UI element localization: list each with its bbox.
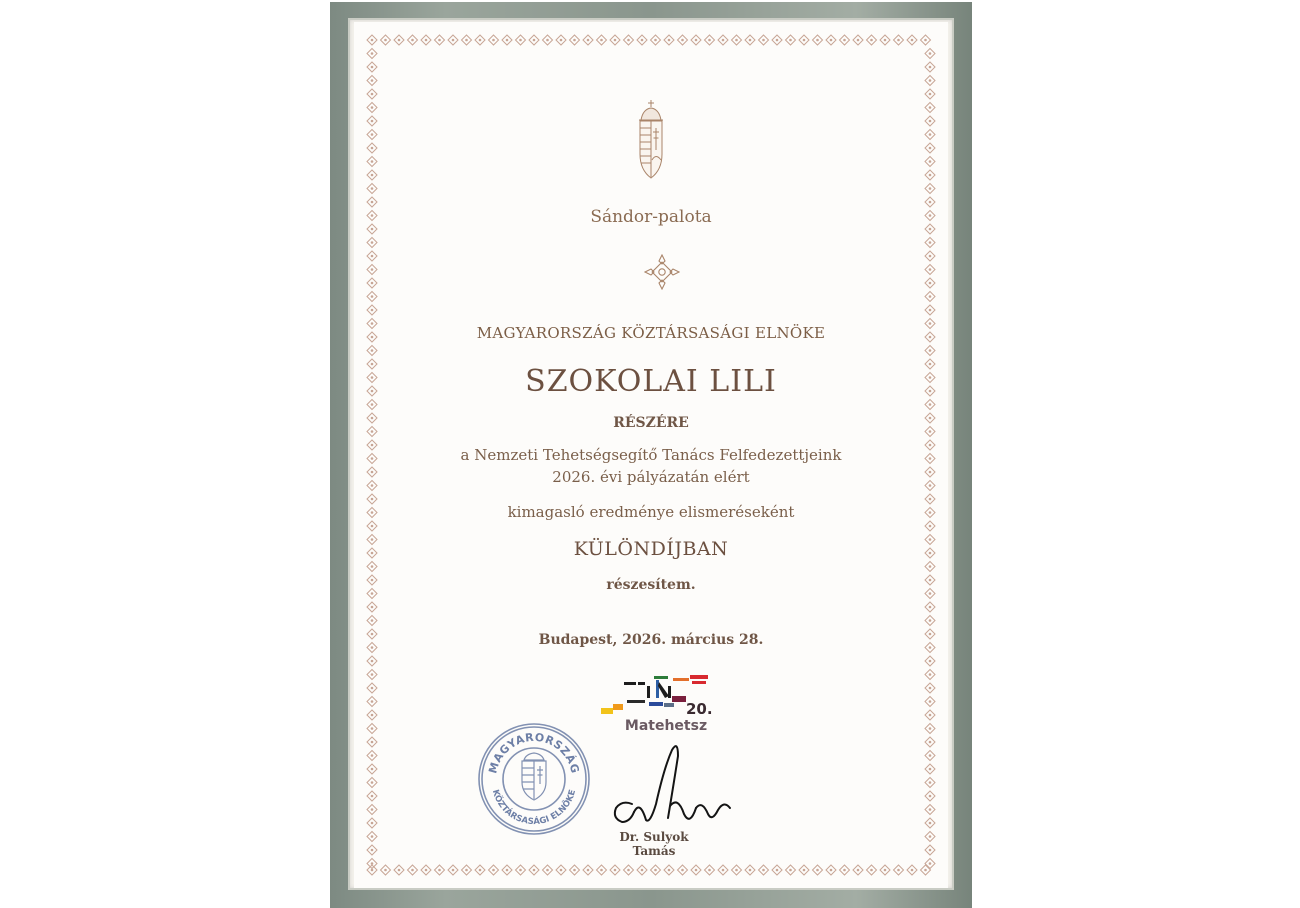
border-motif	[502, 865, 512, 875]
border-motif	[691, 35, 701, 45]
body-line-3: kimagasló eredménye elismeréseként	[507, 503, 795, 521]
border-motif	[867, 35, 877, 45]
border-motif	[925, 89, 935, 99]
border-motif	[894, 865, 904, 875]
border-motif	[925, 238, 935, 248]
border-motif	[367, 805, 377, 815]
border-motif	[925, 724, 935, 734]
border-motif	[925, 845, 935, 855]
border-motif	[925, 521, 935, 531]
border-motif	[367, 143, 377, 153]
picture-frame	[330, 2, 972, 908]
border-motif	[732, 865, 742, 875]
border-motif	[367, 737, 377, 747]
border-motif	[637, 865, 647, 875]
body-line-2: 2026. évi pályázatán elért	[552, 468, 750, 486]
border-motif	[826, 865, 836, 875]
border-motif	[367, 865, 377, 875]
border-motif	[408, 35, 418, 45]
border-motif	[367, 751, 377, 761]
border-motif	[925, 791, 935, 801]
border-motif	[583, 865, 593, 875]
border-motif	[367, 89, 377, 99]
border-motif	[925, 62, 935, 72]
border-motif	[367, 724, 377, 734]
border-motif	[759, 865, 769, 875]
border-motif	[367, 292, 377, 302]
award-title: KÜLÖNDÍJBAN	[573, 538, 729, 560]
border-motif	[367, 238, 377, 248]
border-motif	[367, 521, 377, 531]
border-motif	[925, 737, 935, 747]
matehetsz-logo	[594, 668, 744, 720]
border-motif	[925, 346, 935, 356]
border-motif	[705, 865, 715, 875]
border-motif	[925, 265, 935, 275]
border-motif	[880, 35, 890, 45]
border-motif	[516, 865, 526, 875]
border-motif	[367, 197, 377, 207]
border-motif	[925, 683, 935, 693]
border-motif	[921, 35, 931, 45]
border-motif	[664, 865, 674, 875]
border-motif	[367, 116, 377, 126]
border-motif	[772, 35, 782, 45]
official-stamp	[474, 720, 594, 838]
border-motif	[925, 143, 935, 153]
border-motif	[367, 62, 377, 72]
border-motif	[925, 116, 935, 126]
border-motif	[853, 865, 863, 875]
border-motif	[367, 35, 377, 45]
border-motif	[367, 346, 377, 356]
border-motif	[529, 865, 539, 875]
border-motif	[718, 865, 728, 875]
border-motif	[610, 35, 620, 45]
border-motif	[448, 865, 458, 875]
border-motif	[925, 616, 935, 626]
border-motif	[367, 859, 377, 869]
border-motif	[925, 602, 935, 612]
border-motif	[799, 865, 809, 875]
border-motif	[925, 562, 935, 572]
signer-name: Dr. Sulyok Tamás	[619, 830, 689, 858]
border-motif	[367, 103, 377, 113]
frame-mat	[348, 18, 954, 890]
border-motif	[745, 865, 755, 875]
border-motif	[462, 35, 472, 45]
place-and-date: Budapest, 2026. március 28.	[538, 632, 764, 648]
border-motif	[925, 859, 935, 869]
border-motif	[813, 35, 823, 45]
border-motif	[543, 35, 553, 45]
border-motif	[925, 670, 935, 680]
border-motif	[475, 865, 485, 875]
border-motif	[925, 184, 935, 194]
border-motif	[651, 865, 661, 875]
border-motif	[367, 832, 377, 842]
border-motif	[705, 35, 715, 45]
border-motif	[367, 818, 377, 828]
border-motif	[925, 130, 935, 140]
recipient-name: SZOKOLAI LILI	[525, 364, 777, 399]
border-motif	[894, 35, 904, 45]
logo-label: Matehetsz	[624, 718, 708, 734]
coat-of-arms-icon	[637, 98, 665, 198]
border-motif	[367, 778, 377, 788]
border-motif	[408, 865, 418, 875]
border-motif	[840, 865, 850, 875]
border-motif	[925, 832, 935, 842]
border-motif	[925, 305, 935, 315]
border-motif	[489, 35, 499, 45]
border-motif	[462, 865, 472, 875]
stamp-text-top: MAGYARORSZÁG	[486, 730, 582, 775]
border-motif	[367, 683, 377, 693]
border-motif	[691, 865, 701, 875]
border-motif	[718, 35, 728, 45]
border-motif	[367, 400, 377, 410]
signature	[598, 742, 748, 832]
border-motif	[583, 35, 593, 45]
border-motif	[678, 35, 688, 45]
border-motif	[925, 710, 935, 720]
border-motif	[925, 764, 935, 774]
border-motif	[925, 697, 935, 707]
border-motif	[435, 865, 445, 875]
border-motif	[880, 865, 890, 875]
border-motif	[394, 35, 404, 45]
palace-name: Sándor-palota	[590, 207, 712, 227]
border-motif	[651, 35, 661, 45]
border-motif	[367, 670, 377, 680]
border-motif	[489, 865, 499, 875]
border-motif	[367, 845, 377, 855]
border-motif	[421, 865, 431, 875]
border-motif	[570, 35, 580, 45]
border-motif	[367, 305, 377, 315]
border-motif	[367, 265, 377, 275]
border-motif	[925, 818, 935, 828]
border-motif	[597, 865, 607, 875]
border-motif	[502, 35, 512, 45]
border-motif	[925, 49, 935, 59]
border-motif	[799, 35, 809, 45]
border-motif	[925, 400, 935, 410]
border-motif	[925, 251, 935, 261]
for-label: RÉSZÉRE	[613, 415, 689, 431]
border-motif	[921, 865, 931, 875]
logo-mark-text: 20.	[686, 700, 713, 718]
border-motif	[367, 184, 377, 194]
stamp-text-bottom: KÖZTÁRSASÁGI ELNÖKE	[489, 788, 579, 828]
border-motif	[925, 778, 935, 788]
border-motif	[367, 170, 377, 180]
border-motif	[759, 35, 769, 45]
border-motif	[367, 49, 377, 59]
conferral-text: részesítem.	[606, 577, 696, 593]
border-motif	[664, 35, 674, 45]
body-line-1: a Nemzeti Tehetségsegítő Tanács Felfedezettjeink	[460, 446, 842, 464]
border-motif	[367, 278, 377, 288]
border-motif	[840, 35, 850, 45]
border-motif	[367, 710, 377, 720]
border-motif	[367, 76, 377, 86]
border-motif	[925, 76, 935, 86]
border-motif	[556, 865, 566, 875]
border-motif	[367, 764, 377, 774]
border-motif	[570, 865, 580, 875]
border-motif	[394, 865, 404, 875]
border-motif	[367, 616, 377, 626]
border-motif	[786, 35, 796, 45]
border-motif	[435, 35, 445, 45]
border-motif	[610, 865, 620, 875]
border-motif	[907, 35, 917, 45]
border-motif	[925, 292, 935, 302]
border-motif	[475, 35, 485, 45]
border-motif	[925, 197, 935, 207]
border-motif	[853, 35, 863, 45]
border-motif	[745, 35, 755, 45]
border-motif	[925, 103, 935, 113]
border-motif	[813, 865, 823, 875]
issuer-title: MAGYARORSZÁG KÖZTÁRSASÁGI ELNÖKE	[476, 324, 826, 342]
border-motif	[637, 35, 647, 45]
border-motif	[381, 35, 391, 45]
border-motif	[367, 562, 377, 572]
floral-ornament-icon	[644, 254, 680, 290]
border-motif	[772, 865, 782, 875]
border-motif	[367, 251, 377, 261]
border-motif	[516, 35, 526, 45]
border-motif	[925, 157, 935, 167]
border-motif	[367, 697, 377, 707]
border-motif	[925, 278, 935, 288]
border-motif	[925, 656, 935, 666]
border-motif	[925, 805, 935, 815]
border-motif	[907, 865, 917, 875]
border-motif	[732, 35, 742, 45]
border-motif	[367, 130, 377, 140]
border-motif	[367, 656, 377, 666]
border-motif	[367, 157, 377, 167]
border-motif	[597, 35, 607, 45]
border-motif	[367, 602, 377, 612]
border-motif	[381, 865, 391, 875]
border-motif	[556, 35, 566, 45]
certificate-paper	[354, 22, 948, 888]
border-motif	[925, 751, 935, 761]
border-motif	[925, 170, 935, 180]
border-motif	[367, 791, 377, 801]
border-motif	[624, 865, 634, 875]
border-motif	[448, 35, 458, 45]
border-motif	[543, 865, 553, 875]
border-motif	[678, 865, 688, 875]
border-motif	[867, 865, 877, 875]
border-motif	[786, 865, 796, 875]
border-motif	[529, 35, 539, 45]
border-motif	[826, 35, 836, 45]
border-motif	[624, 35, 634, 45]
border-motif	[421, 35, 431, 45]
